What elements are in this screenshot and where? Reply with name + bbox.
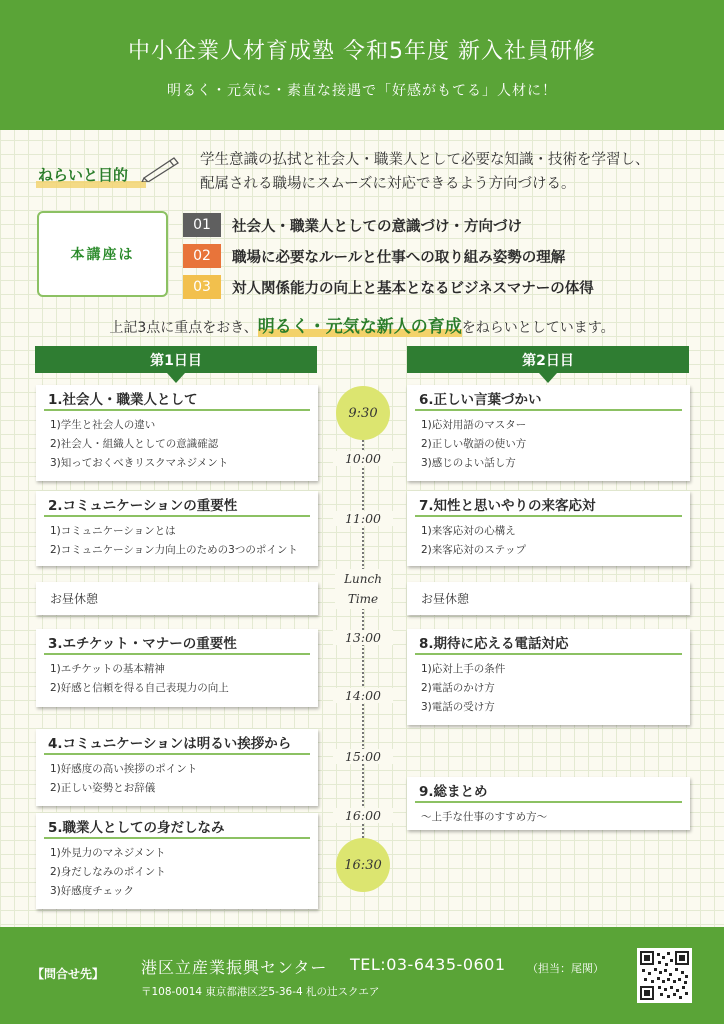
aim-text-line: 配属される職場にスムーズに対応できるよう方向づける。 (200, 176, 576, 192)
session-item: ～上手な仕事のすすめ方～ (421, 811, 548, 823)
summary-pre: 上記3点に重点をおき、 (109, 320, 258, 336)
summary-post: をねらいとしています。 (461, 320, 615, 336)
session-card (36, 729, 318, 806)
session-item: 1)エチケットの基本精神 (50, 663, 165, 675)
session-title: 9.総まとめ (415, 777, 682, 803)
aim-text-line: 学生意識の払拭と社会人・職業人として必要な知識・技術を学習し、 (200, 152, 650, 168)
session-title: 4.コミュニケーションは明るい挨拶から (44, 729, 310, 755)
page-title: 中小企業人材育成塾 令和5年度 新入社員研修 (128, 39, 596, 64)
qr-code-icon[interactable] (637, 948, 692, 1003)
session-item-list (407, 517, 690, 560)
pillar-list (183, 213, 594, 306)
lunch-break-text: お昼休憩 (50, 592, 99, 606)
telephone-number: TEL:03-6435-0601 (350, 955, 506, 974)
contact-person: （担当：尾関） (527, 962, 604, 975)
session-card (36, 629, 318, 707)
session-item: 2)来客応対のステップ (421, 544, 527, 556)
pillar-number: 01 (183, 213, 221, 237)
aim-label: ねらいと目的 (36, 162, 184, 190)
session-item: 2)正しい姿勢とお辞儀 (50, 782, 156, 794)
time-label: 16:00 (333, 808, 393, 823)
session-card (36, 813, 318, 909)
time-label: 14:00 (333, 688, 393, 703)
lunch-break-card (36, 582, 318, 615)
session-item: 1)好感度の高い挨拶のポイント (50, 763, 198, 775)
session-item: 2)好感と信頼を得る自己表現力の向上 (50, 682, 229, 694)
time-label: 15:00 (333, 749, 393, 764)
start-time-bubble: 9:30 (336, 386, 390, 440)
day2-banner: 第2日目 (407, 346, 689, 373)
session-card (36, 385, 318, 481)
pillar-text: 職場に必要なルールと仕事への取り組み姿勢の理解 (232, 249, 566, 266)
pillar-number: 03 (183, 275, 221, 299)
session-item: 1)応対用語のマスター (421, 419, 527, 431)
lunch-word: Time (347, 592, 379, 606)
page-subtitle: 明るく・元気に・素直な接遇で「好感がもてる」人材に！ (167, 83, 557, 99)
session-item: 2)電話のかけ方 (421, 682, 495, 694)
day1-banner: 第1日目 (35, 346, 317, 373)
course-label-box: 本講座は (37, 211, 168, 297)
session-title: 7.知性と思いやりの来客応対 (415, 491, 682, 517)
pillar-text: 社会人・職業人としての意識づけ・方向づけ (232, 218, 522, 235)
session-title: 5.職業人としての身だしなみ (44, 813, 310, 839)
time-label: 11:00 (333, 511, 393, 526)
session-title: 1.社会人・職業人として (44, 385, 310, 411)
time-label: 13:00 (333, 630, 393, 645)
session-item: 3)感じのよい話し方 (421, 457, 516, 469)
pillar-item (183, 213, 594, 237)
session-title: 8.期待に応える電話対応 (415, 629, 682, 655)
lunch-time-label (335, 569, 391, 609)
session-item: 3)好感度チェック (50, 885, 134, 897)
session-item: 3)知っておくべきリスクマネジメント (50, 457, 229, 469)
pillar-text: 対人関係能力の向上と基本となるビジネスマナーの体得 (232, 280, 594, 297)
organization-name: 港区立産業振興センター (141, 958, 328, 977)
session-item: 1)外見力のマネジメント (50, 847, 166, 859)
end-time-bubble: 16:30 (336, 838, 390, 892)
pencil-icon (140, 154, 182, 182)
session-item: 2)社会人・組織人としての意識確認 (50, 438, 219, 450)
summary-emphasis: 明るく・元気な新人の育成 (257, 317, 462, 337)
session-item: 2)コミュニケーション力向上のための3つのポイント (50, 544, 298, 556)
address: 〒108-0014 東京都港区芝5-36-4 札の辻スクエア (141, 986, 380, 998)
session-card (407, 777, 690, 830)
session-item: 1)応対上手の条件 (421, 663, 506, 675)
pillar-item (183, 275, 594, 299)
lunch-break-text: お昼休憩 (421, 592, 470, 606)
session-item: 1)コミュニケーションとは (50, 525, 176, 537)
session-item-list (407, 411, 690, 473)
contact-label: 【問合せ先】 (32, 967, 105, 981)
aim-description (200, 148, 700, 196)
session-title: 2.コミュニケーションの重要性 (44, 491, 310, 517)
session-item-list (407, 655, 690, 717)
session-item: 3)電話の受け方 (421, 701, 495, 713)
session-title: 6.正しい言葉づかい (415, 385, 682, 411)
lunch-word: Lunch (344, 572, 382, 586)
session-item-list (407, 803, 690, 827)
session-card (407, 629, 690, 725)
pillar-number: 02 (183, 244, 221, 268)
session-item: 2)正しい敬語の使い方 (421, 438, 527, 450)
session-card (36, 491, 318, 566)
session-card (407, 491, 690, 566)
session-title: 3.エチケット・マナーの重要性 (44, 629, 310, 655)
session-item: 1)来客応対の心構え (421, 525, 516, 537)
session-item-list (36, 839, 318, 901)
session-item-list (36, 755, 318, 798)
session-item-list (36, 411, 318, 473)
session-item: 1)学生と社会人の違い (50, 419, 156, 431)
pillar-item (183, 244, 594, 268)
summary-statement (0, 312, 724, 337)
footer-contact (0, 927, 724, 1024)
session-card (407, 385, 690, 481)
header-banner (0, 0, 724, 130)
session-item-list (36, 655, 318, 698)
time-label: 10:00 (333, 451, 393, 466)
session-item: 2)身だしなみのポイント (50, 866, 166, 878)
lunch-break-card (407, 582, 690, 615)
session-item-list (36, 517, 318, 560)
